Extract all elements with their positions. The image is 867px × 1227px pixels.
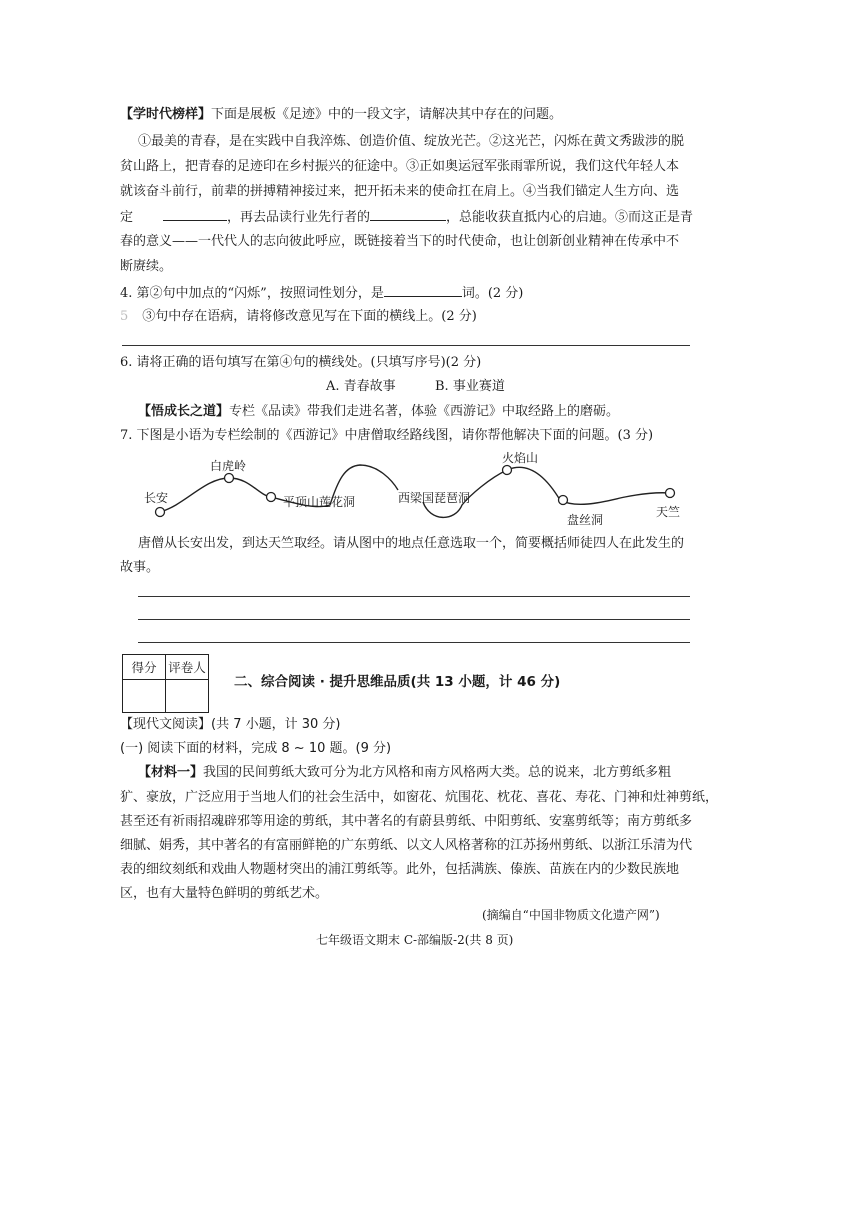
stop-pansidong-marker (559, 496, 568, 505)
passage-line-5: 春的意义——一代代人的志向彼此呼应，既链接着当下的时代使命，也让创新创业精神在传承中不 (120, 234, 680, 249)
stop-label-pansidong: 盘丝洞 (567, 513, 604, 527)
score-header: 得分 (123, 655, 166, 680)
material-one-line-1 (138, 761, 671, 785)
stop-label-pingdingshan: 平顶山莲花洞 (283, 495, 356, 509)
question-7: 7. 下图是小语为专栏绘制的《西游记》中唐僧取经路线图，请你帮他解决下面的问题。(3 分) (120, 428, 654, 443)
stop-label-huoyanshan: 火焰山 (502, 451, 539, 465)
stop-tianzhu-marker (666, 489, 675, 498)
material-one-text-1: 我国的民间剪纸大致可分为北方风格和南方风格两大类。总的说来，北方剪纸多粗 (203, 765, 672, 780)
passage-line-3: 就该奋斗前行，前辈的拼搏精神接过来，把开拓未来的使命扛在肩上。④当我们锚定人生方向、选 (120, 184, 680, 199)
grader-header: 评卷人 (166, 655, 209, 680)
role-model-tag: 【学时代榜样】 (120, 107, 212, 122)
role-model-intro: 下面是展板《足迹》中的一段文字，请解决其中存在的问题。 (211, 107, 563, 122)
score-box (122, 654, 209, 713)
q4-text-b: 词。(2 分) (461, 286, 524, 301)
growth-tag: 【悟成长之道】 (138, 404, 230, 419)
stop-label-baihuling: 白虎岭 (210, 459, 247, 473)
passage-line-1: ①最美的青春，是在实践中自我淬炼、创造价值、绽放光芒。②这光芒，闪烁在黄文秀跋涉的脱 (138, 134, 685, 149)
question-6: 6. 请将正确的语句填写在第④句的横线处。(只填写序号)(2 分) (120, 355, 482, 370)
passage-line-6: 断赓续。 (120, 259, 173, 274)
material-one-line-4: 细腻、娟秀，其中著名的有富丽鲜艳的广东剪纸、以文人风格著称的江苏扬州剪纸、以浙江乐清为代 (120, 838, 693, 853)
material-one-line-3: 甚至还有祈雨招魂辟邪等用途的剪纸，其中著名的有蔚县剪纸、中阳剪纸、安塞剪纸等；南方剪纸多 (120, 814, 693, 829)
stop-label-tianzhu: 天竺 (656, 505, 681, 519)
page-footer: 七年级语文期末 C-部编版-2(共 8 页) (316, 933, 514, 947)
material-one-line-6: 区，也有大量特色鲜明的剪纸艺术。 (120, 886, 329, 901)
grader-cell[interactable] (166, 680, 209, 713)
q7-answer-line-2[interactable] (138, 619, 690, 620)
passage-line-4-end: ，总能收获直抵内心的启迪。⑤而这正是青 (446, 210, 694, 225)
stop-label-xiliangguo: 西梁国琵琶洞 (398, 491, 471, 505)
passage-line-4-prefix: 定 (120, 210, 134, 225)
material-one-source: (摘编自“中国非物质文化遗产网”) (482, 908, 660, 922)
q5-number: 5 (120, 309, 129, 324)
material-one-line-5: 表的细纹刻纸和戏曲人物题材突出的浦江剪纸等。此外，包括满族、傣族、苗族在内的少数民族地 (120, 862, 680, 877)
q7-prompt-line-1: 唐僧从长安出发，到达天竺取经。请从图中的地点任意选取一个，简要概括师徒四人在此发生的 (138, 536, 685, 551)
stop-label-changan: 长安 (144, 491, 169, 505)
q4-text-a: 4. 第②句中加点的“闪烁”，按照词性划分，是 (120, 286, 384, 301)
score-cell[interactable] (123, 680, 166, 713)
modern-reading-subheading: (一) 阅读下面的材料，完成 8 ~ 10 题。(9 分) (120, 741, 392, 756)
q5-text: ③句中存在语病，请将修改意见写在下面的横线上。(2 分) (142, 309, 477, 324)
modern-reading-heading: 【现代文阅读】(共 7 小题，计 30 分) (120, 717, 341, 732)
stop-pingdingshan-marker (267, 493, 276, 502)
passage-line-2: 贫山路上，把青春的足迹印在乡村振兴的征途中。③正如奥运冠军张雨霏所说，我们这代年轻人本 (120, 159, 680, 174)
q7-answer-line-1[interactable] (138, 596, 690, 597)
material-one-line-2: 犷、豪放，广泛应用于当地人们的社会生活中，如窗花、炕围花、枕花、喜花、寿花、门神和灶神剪纸， (120, 790, 719, 805)
passage-line-4-mid: ，再去品读行业先行者的 (227, 210, 371, 225)
q6-option-b: B. 事业赛道 (435, 379, 505, 394)
q6-option-a: A. 青春故事 (326, 379, 396, 394)
q7-answer-line-3[interactable] (138, 642, 690, 643)
material-one-tag: 【材料一】 (138, 765, 204, 780)
part-two-title: 二、综合阅读 · 提升思维品质(共 13 小题，计 46 分) (234, 674, 561, 690)
growth-text: 专栏《品读》带我们走进名著，体验《西游记》中取经路上的磨砺。 (229, 404, 620, 419)
q7-prompt-line-2: 故事。 (120, 560, 160, 575)
